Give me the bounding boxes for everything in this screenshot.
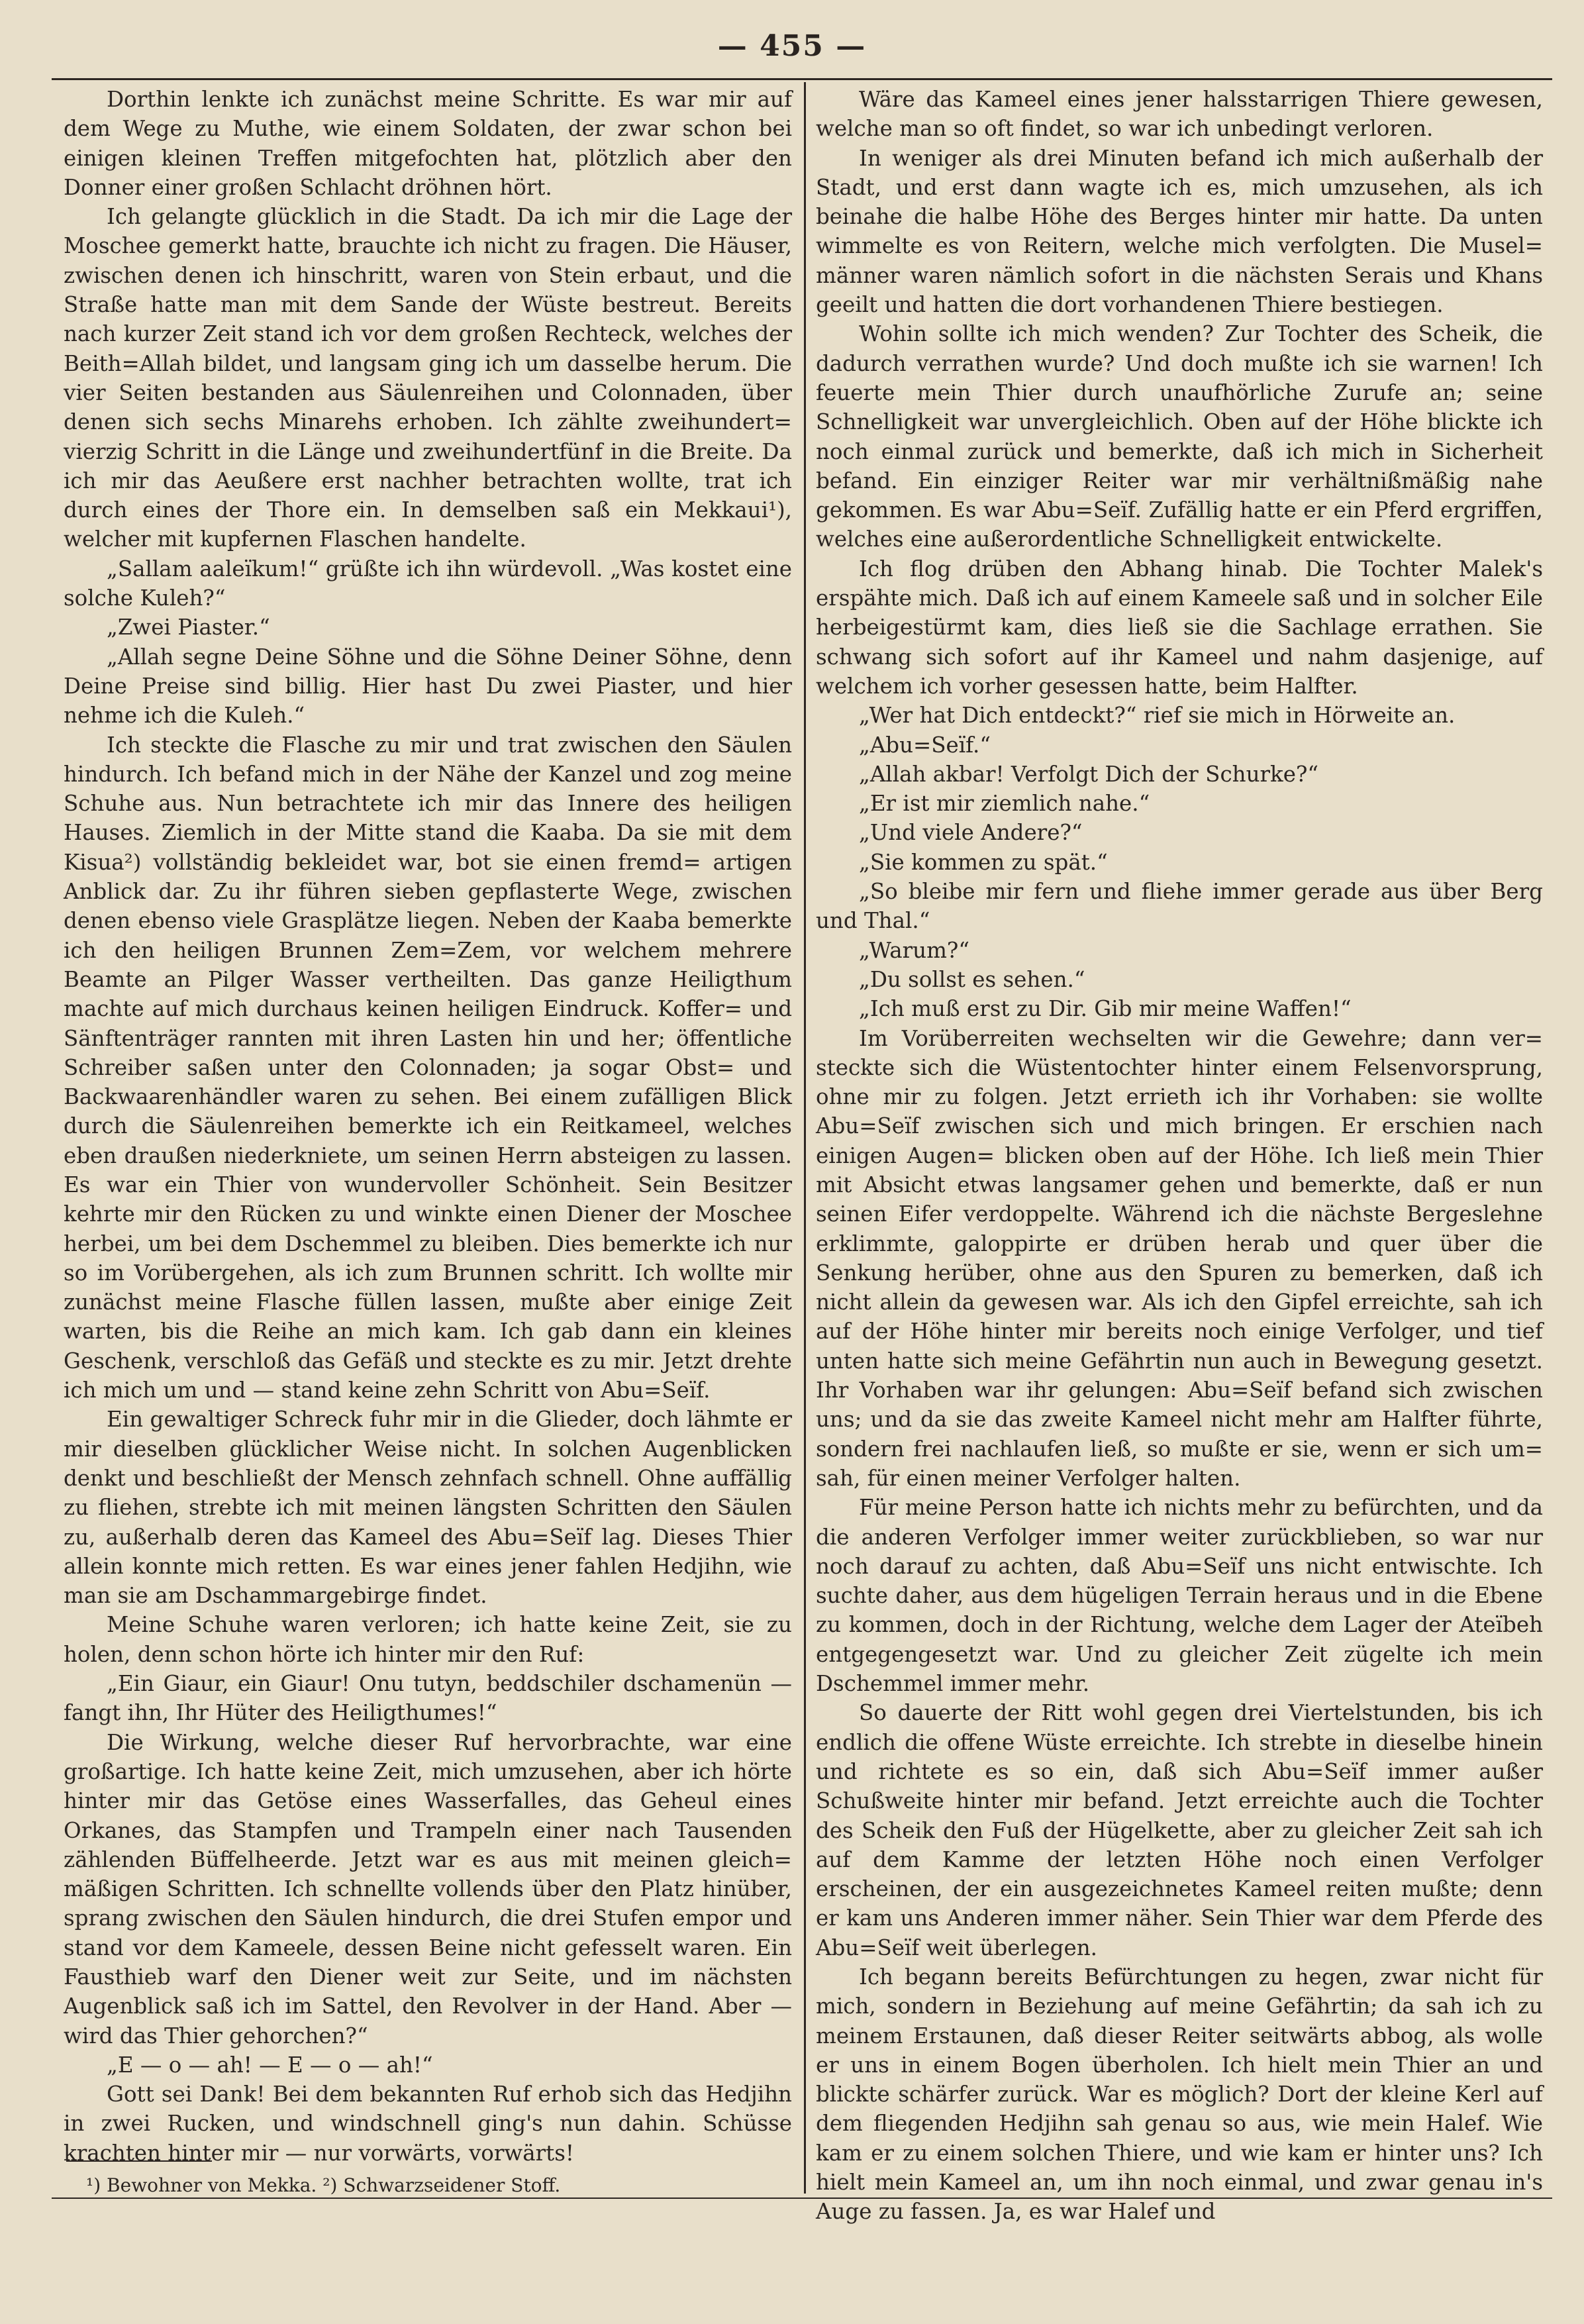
- paragraph: „Er ist mir ziemlich nahe.“: [859, 791, 1150, 817]
- paragraph: Ein gewaltiger Schreck fuhr mir in die Glieder, doch lähmte er mir dieselben glücklicher Weise nicht. In solchen Augenblicken denkt und beschließt der Mensch zehnfach schnell. Ohne auffällig zu fliehen, strebte ich mit meinen längsten Schritten den Säulen zu, außerhalb deren das Kameel des Abu=Seïf lag. Dieses Thier allein konnte mich retten. Es war eines jener fahlen Hedjihn, wie man sie am Dschammargebirge findet.: [64, 1407, 792, 1609]
- footnote-rule: [66, 2160, 212, 2162]
- paragraph: „Wer hat Dich entdeckt?“ rief sie mich in Hörweite an.: [859, 703, 1456, 729]
- page-number: — 455 —: [717, 29, 867, 63]
- bottom-rule: [52, 2198, 1552, 2199]
- paragraph: Meine Schuhe waren verloren; ich hatte keine Zeit, sie zu holen, denn schon hörte ich hinter mir den Ruf:: [64, 1612, 792, 1667]
- paragraph: Gott sei Dank! Bei dem bekannten Ruf erhob sich das Hedjihn in zwei Rucken, und windschnell ging's nun dahin. Schüsse krachten hinter mir — nur vorwärts, vorwärts!: [64, 2082, 792, 2166]
- paragraph: „Warum?“: [859, 937, 969, 963]
- paragraph: „So bleibe mir fern und fliehe immer gerade aus über Berg und Thal.“: [816, 879, 1543, 934]
- paragraph: Ich begann bereits Befürchtungen zu hegen, zwar nicht für mich, sondern in Beziehung auf meine Gefährtin; da sah ich zu meinem Erstaunen, daß dieser Reiter seitwärts abbog, als wolle er uns in einem Bogen überholen. Ich hielt mein Thier an und blickte schärfer zurück. War es möglich? Dort der kleine Kerl auf dem fliegenden Hedjihn sah genau so aus, wie mein Halef. Wie kam er zu einem solchen Thiere, und wie kam er hinter uns? Ich hielt mein Kameel an, um ihn noch einmal, und zwar genau in's Auge zu fassen. Ja, es war Halef und: [816, 1964, 1543, 2225]
- paragraph: „Abu=Seïf.“: [859, 732, 991, 758]
- paragraph: Ich gelangte glücklich in die Stadt. Da ich mir die Lage der Moschee gemerkt hatte, brauchte ich nicht zu fragen. Die Häuser, zwischen denen ich hinschritt, waren von Stein erbaut, und die Straße hatte man mit dem Sande der Wüste bestreut. Bereits nach kurzer Zeit stand ich vor dem großen Rechteck, welches der Beith=Allah bildet, und langsam ging ich um dasselbe herum. Die vier Seiten bestanden aus Säulenreihen und Colonnaden, über denen sich sechs Minarehs erhoben. Ich zählte zweihundert= vierzig Schritt in die Länge und zweihundertfünf in die Breite. Da ich mir das Aeußere erst nachher betrachten wollte, trat ich durch eines der Thore ein. In demselben saß ein Mekkaui¹), welcher mit kupfernen Flaschen handelte.: [64, 204, 792, 552]
- paragraph: „Ich muß erst zu Dir. Gib mir meine Waffen!“: [859, 996, 1352, 1022]
- paragraph: „Und viele Andere?“: [859, 820, 1083, 846]
- paragraph: Ich steckte die Flasche zu mir und trat zwischen den Säulen hindurch. Ich befand mich in der Nähe der Kanzel und zog meine Schuhe aus. Nun betrachtete ich mir das Innere des heiligen Hauses. Ziemlich in der Mitte stand die Kaaba. Da sie mit dem Kisua²) vollständig bekleidet war, bot sie einen fremd= artigen Anblick dar. Zu ihr führen sieben gepflasterte Wege, zwischen denen ebenso viele Grasplätze liegen. Neben der Kaaba bemerkte ich den heiligen Brunnen Zem=Zem, vor welchem mehrere Beamte an Pilger Wasser vertheilten. Das ganze Heiligthum machte auf mich durchaus keinen heiligen Eindruck. Koffer= und Sänftenträger rannten mit ihren Lasten hin und her; öffentliche Schreiber saßen unter den Colonnaden; ja sogar Obst= und Backwaarenhändler waren zu sehen. Bei einem zufälligen Blick durch die Säulenreihen bemerkte ich ein Reitkameel, welches eben draußen niederkniete, um seinen Herrn absteigen zu lassen. Es war ein Thier von wundervoller Schönheit. Sein Besitzer kehrte mir den Rücken zu und winkte einen Diener der Moschee herbei, um bei dem Dschemmel zu bleiben. Dies bemerkte ich nur so im Vorübergehen, als ich zum Brunnen schritt. Ich wollte mir zunächst meine Flasche füllen lassen, mußte aber einige Zeit warten, bis die Reihe an mich kam. Ich gab dann ein kleines Geschenk, verschloß das Gefäß und steckte es zu mir. Jetzt drehte ich mich um und — stand keine zehn Schritt von Abu=Seïf.: [64, 732, 792, 1403]
- paragraph: Dorthin lenkte ich zunächst meine Schritte. Es war mir auf dem Wege zu Muthe, wie einem Soldaten, der zwar schon bei einigen kleinen Treffen mitgefochten hat, plötzlich aber den Donner einer großen Schlacht dröhnen hört.: [64, 87, 792, 200]
- header-rule: [52, 78, 1552, 80]
- paragraph: Ich flog drüben den Abhang hinab. Die Tochter Malek's erspähte mich. Daß ich auf einem Kameele saß und in solcher Eile herbeigestürmt kam, dies ließ sie die Sachlage errathen. Sie schwang sich sofort auf ihr Kameel und nahm dasjenige, auf welchem ich vorher gesessen hatte, beim Halfter.: [816, 556, 1543, 699]
- column-divider: [804, 82, 806, 2194]
- paragraph: „Zwei Piaster.“: [107, 615, 270, 640]
- paragraph: Im Vorüberreiten wechselten wir die Gewehre; dann ver= steckte sich die Wüstentochter hinter einem Felsenvorsprung, ohne mir zu folgen. Jetzt errieth ich ihr Vorhaben: sie wollte Abu=Seïf zwischen sich und mich bringen. Er erschien nach einigen Augen= blicken oben auf der Höhe. Ich ließ mein Thier mit Absicht etwas langsamer gehen und bemerkte, daß er nun seinen Eifer verdoppelte. Während ich die nächste Bergeslehne erklimmte, galoppirte er drüben herab und quer über die Senkung herüber, ohne aus den Spuren zu bemerken, daß ich nicht allein da gewesen war. Als ich den Gipfel erreichte, sah ich auf der Höhe hinter mir bereits noch einige Verfolger, und tief unten hatte sich meine Gefährtin nun auch in Bewegung gesetzt. Ihr Vorhaben war ihr gelungen: Abu=Seïf befand sich zwischen uns; und da sie das zweite Kameel nicht mehr am Halfter führte, sondern frei nachlaufen ließ, so mußte er sie, wenn er sich um= sah, für einen meiner Verfolger halten.: [816, 1025, 1543, 1491]
- paragraph: „Sie kommen zu spät.“: [859, 849, 1108, 875]
- footnote: ¹) Bewohner von Mekka. ²) Schwarzseidener Stoff.: [86, 2174, 561, 2196]
- paragraph: Die Wirkung, welche dieser Ruf hervorbrachte, war eine großartige. Ich hatte keine Zeit, mich umzusehen, aber ich hörte hinter mir das Getöse eines Wasserfalles, das Geheul eines Orkanes, das Stampfen und Trampeln einer nach Tausenden zählenden Büffelheerde. Jetzt war es aus mit meinen gleich= mäßigen Schritten. Ich schnellte vollends über den Platz hinüber, sprang zwischen den Säulen hindurch, die drei Stufen empor und stand vor dem Kameele, dessen Beine nicht gefesselt waren. Ein Fausthieb warf den Diener weit zur Seite, und im nächsten Augenblick saß ich im Sattel, den Revolver in der Hand. Aber — wird das Thier gehorchen?“: [64, 1729, 792, 2048]
- paragraph: In weniger als drei Minuten befand ich mich außerhalb der Stadt, und erst dann wagte ich es, mich umzusehen, als ich beinahe die halbe Höhe des Berges hinter mir hatte. Da unten wimmelte es von Reitern, welche mich verfolgten. Die Musel= männer waren nämlich sofort in die nächsten Serais und Khans geeilt und hatten die dort vorhandenen Thiere bestiegen.: [816, 145, 1543, 318]
- paragraph: „Allah segne Deine Söhne und die Söhne Deiner Söhne, denn Deine Preise sind billig. Hier hast Du zwei Piaster, und hier nehme ich die Kuleh.“: [64, 644, 792, 729]
- paragraph: Für meine Person hatte ich nichts mehr zu befürchten, und da die anderen Verfolger immer weiter zurückblieben, so war nur noch darauf zu achten, daß Abu=Seïf uns nicht entwischte. Ich suchte daher, aus dem hügeligen Terrain heraus und in die Ebene zu kommen, doch in der Richtung, welche dem Lager der Ateïbeh entgegengesetzt war. Und zu gleicher Zeit zügelte ich mein Dschemmel immer mehr.: [816, 1495, 1543, 1697]
- left-column: [64, 85, 792, 2168]
- paragraph: Wohin sollte ich mich wenden? Zur Tochter des Scheik, die dadurch verrathen wurde? Und doch mußte ich sie warnen! Ich feuerte mein Thier durch unaufhörliche Zurufe an; seine Schnelligkeit war unvergleichlich. Oben auf der Höhe blickte ich noch einmal zurück und bemerkte, daß ich mich in Sicherheit befand. Ein einziger Reiter war mir verhältnißmäßig nahe gekommen. Es war Abu=Seïf. Zufällig hatte er ein Pferd ergriffen, welches eine außerordentliche Schnelligkeit entwickelte.: [816, 321, 1543, 552]
- paragraph: „E — o — ah! — E — o — ah!“: [107, 2052, 433, 2078]
- paragraph: „Du sollst es sehen.“: [859, 966, 1085, 992]
- right-column: [816, 85, 1543, 2227]
- paragraph: „Ein Giaur, ein Giaur! Onu tutyn, beddschiler dschamenün — fangt ihn, Ihr Hüter des Heiligthumes!“: [64, 1671, 792, 1726]
- paragraph: „Sallam aaleïkum!“ grüßte ich ihn würdevoll. „Was kostet eine solche Kuleh?“: [64, 556, 792, 611]
- paragraph: So dauerte der Ritt wohl gegen drei Viertelstunden, bis ich endlich die offene Wüste erreichte. Ich strebte in dieselbe hinein und richtete es so ein, daß sich Abu=Seïf immer außer Schußweite hinter mir befand. Jetzt erreichte auch die Tochter des Scheik den Fuß der Hügelkette, aber zu gleicher Zeit sah ich auf dem Kamme der letzten Höhe noch einen Verfolger erscheinen, der ein ausgezeichnetes Kameel reiten mußte; denn er kam uns Anderen immer näher. Sein Thier war dem Pferde des Abu=Seïf weit überlegen.: [816, 1700, 1543, 1960]
- paragraph: Wäre das Kameel eines jener halsstarrigen Thiere gewesen, welche man so oft findet, so war ich unbedingt verloren.: [816, 87, 1543, 142]
- paragraph: „Allah akbar! Verfolgt Dich der Schurke?“: [859, 761, 1319, 787]
